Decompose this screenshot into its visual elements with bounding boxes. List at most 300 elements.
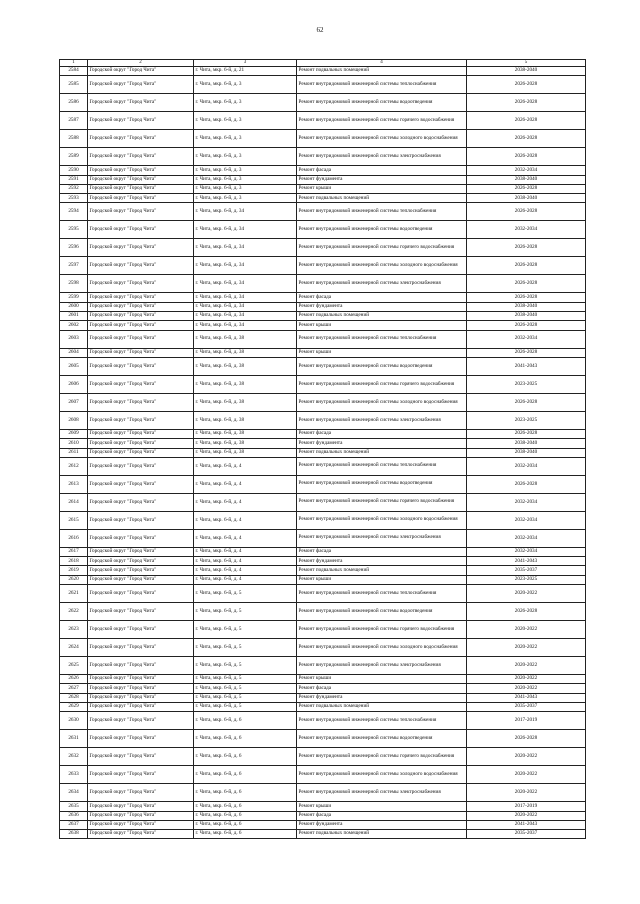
cell-address: г. Чита, мкр. 6-й, д. 4: [194, 566, 297, 575]
cell-period: 2026-2028: [467, 130, 586, 148]
cell-municipality: Городской округ "Город Чита": [88, 312, 194, 321]
table-row: [60, 748, 586, 766]
cell-row-number: 2609: [60, 429, 88, 438]
cell-municipality: Городской округ "Город Чита": [88, 784, 194, 802]
cell-address: г. Чита, мкр. 6-й, д. 5: [194, 585, 297, 603]
cell-municipality: Городской округ "Город Чита": [88, 439, 194, 448]
cell-period: 2038-2040: [467, 448, 586, 457]
table-row: [60, 439, 586, 448]
cell-row-number: 2612: [60, 457, 88, 475]
cell-row-number: 2617: [60, 547, 88, 556]
table-row: [60, 693, 586, 702]
cell-repair-type: Ремонт внутридомовой инженерной системы горячего водоснабжения: [297, 621, 467, 639]
cell-period: 2026-2028: [467, 239, 586, 257]
table-row: [60, 239, 586, 257]
cell-repair-type: Ремонт внутридомовой инженерной системы горячего водоснабжения: [297, 748, 467, 766]
cell-address: г. Чита, мкр. 6-й, д. 3: [194, 112, 297, 130]
table-row: [60, 603, 586, 621]
cell-address: г. Чита, мкр. 6-й, д. 5: [194, 639, 297, 657]
cell-period: 2017-2019: [467, 802, 586, 811]
cell-municipality: Городской округ "Город Чита": [88, 112, 194, 130]
cell-period: 2020-2022: [467, 675, 586, 684]
cell-period: 2020-2022: [467, 684, 586, 693]
cell-period: 2032-2034: [467, 511, 586, 529]
column-header-4: 4: [297, 60, 467, 67]
cell-address: г. Чита, мкр. 6-й, д. 34: [194, 293, 297, 302]
cell-row-number: 2633: [60, 766, 88, 784]
cell-period: 2020-2022: [467, 748, 586, 766]
cell-address: г. Чита, мкр. 6-й, д. 3: [194, 76, 297, 94]
cell-repair-type: Ремонт внутридомовой инженерной системы водоотведения: [297, 603, 467, 621]
table-row: [60, 511, 586, 529]
cell-address: г. Чита, мкр. 6-й, д. 6: [194, 712, 297, 730]
cell-repair-type: Ремонт внутридомовой инженерной системы горячего водоснабжения: [297, 493, 467, 511]
table-row: [60, 784, 586, 802]
table-row: [60, 67, 586, 76]
cell-repair-type: Ремонт крыши: [297, 184, 467, 193]
cell-address: г. Чита, мкр. 6-й, д. 3: [194, 166, 297, 175]
table-row: [60, 448, 586, 457]
cell-period: 2032-2034: [467, 493, 586, 511]
table-row: [60, 302, 586, 311]
cell-municipality: Городской округ "Город Чита": [88, 357, 194, 375]
cell-repair-type: Ремонт крыши: [297, 348, 467, 357]
cell-municipality: Городской округ "Город Чита": [88, 621, 194, 639]
table-row: [60, 730, 586, 748]
cell-row-number: 2624: [60, 639, 88, 657]
cell-repair-type: Ремонт подвальных помещений: [297, 830, 467, 839]
cell-repair-type: Ремонт фасада: [297, 429, 467, 438]
cell-row-number: 2619: [60, 566, 88, 575]
cell-address: г. Чита, мкр. 6-й, д. 34: [194, 221, 297, 239]
cell-period: 2026-2028: [467, 603, 586, 621]
cell-row-number: 2596: [60, 239, 88, 257]
cell-period: 2026-2028: [467, 475, 586, 493]
cell-address: г. Чита, мкр. 6-й, д. 34: [194, 321, 297, 330]
cell-repair-type: Ремонт внутридомовой инженерной системы горячего водоснабжения: [297, 112, 467, 130]
cell-municipality: Городской округ "Город Чита": [88, 184, 194, 193]
cell-municipality: Городской округ "Город Чита": [88, 493, 194, 511]
cell-period: 2038-2040: [467, 312, 586, 321]
table-body: [60, 67, 586, 839]
cell-period: 2032-2034: [467, 330, 586, 348]
cell-address: г. Чита, мкр. 6-й, д. 6: [194, 811, 297, 820]
table-row: [60, 702, 586, 711]
cell-municipality: Городской округ "Город Чита": [88, 94, 194, 112]
cell-repair-type: Ремонт внутридомовой инженерной системы электроснабжения: [297, 275, 467, 293]
cell-row-number: 2588: [60, 130, 88, 148]
cell-row-number: 2638: [60, 830, 88, 839]
cell-repair-type: Ремонт фундамента: [297, 693, 467, 702]
cell-row-number: 2602: [60, 321, 88, 330]
cell-municipality: Городской округ "Город Чита": [88, 448, 194, 457]
cell-period: 2041-2043: [467, 693, 586, 702]
cell-row-number: 2628: [60, 693, 88, 702]
cell-period: 2038-2040: [467, 302, 586, 311]
cell-row-number: 2636: [60, 811, 88, 820]
cell-row-number: 2586: [60, 94, 88, 112]
cell-address: г. Чита, мкр. 6-й, д. 5: [194, 684, 297, 693]
table-row: [60, 112, 586, 130]
cell-period: 2023-2025: [467, 575, 586, 584]
cell-municipality: Городской округ "Город Чита": [88, 511, 194, 529]
cell-address: г. Чита, мкр. 6-й, д. 5: [194, 702, 297, 711]
table-row: [60, 457, 586, 475]
cell-address: г. Чита, мкр. 6-й, д. 4: [194, 557, 297, 566]
cell-row-number: 2622: [60, 603, 88, 621]
cell-repair-type: Ремонт крыши: [297, 321, 467, 330]
cell-repair-type: Ремонт подвальных помещений: [297, 194, 467, 203]
cell-municipality: Городской округ "Город Чита": [88, 194, 194, 203]
cell-address: г. Чита, мкр. 6-й, д. 3: [194, 184, 297, 193]
cell-repair-type: Ремонт крыши: [297, 802, 467, 811]
cell-repair-type: Ремонт внутридомовой инженерной системы холодного водоснабжения: [297, 130, 467, 148]
cell-repair-type: Ремонт подвальных помещений: [297, 67, 467, 76]
table-row: [60, 375, 586, 393]
table-row: [60, 203, 586, 221]
cell-period: 2038-2040: [467, 439, 586, 448]
cell-address: г. Чита, мкр. 6-й, д. 3: [194, 194, 297, 203]
cell-period: 2020-2022: [467, 784, 586, 802]
cell-period: 2023-2025: [467, 375, 586, 393]
cell-municipality: Городской округ "Город Чита": [88, 712, 194, 730]
table-row: [60, 802, 586, 811]
cell-municipality: Городской округ "Город Чита": [88, 603, 194, 621]
cell-address: г. Чита, мкр. 6-й, д. 6: [194, 820, 297, 829]
cell-repair-type: Ремонт внутридомовой инженерной системы теплоснабжения: [297, 457, 467, 475]
cell-row-number: 2629: [60, 702, 88, 711]
table-row: [60, 557, 586, 566]
cell-period: 2017-2019: [467, 712, 586, 730]
cell-row-number: 2625: [60, 657, 88, 675]
table-row: [60, 575, 586, 584]
cell-address: г. Чита, мкр. 6-й, д. 4: [194, 475, 297, 493]
cell-address: г. Чита, мкр. 6-й, д. 6: [194, 730, 297, 748]
table-row: [60, 411, 586, 429]
column-header-3: 3: [194, 60, 297, 67]
cell-municipality: Городской округ "Город Чита": [88, 130, 194, 148]
cell-municipality: Городской округ "Город Чита": [88, 566, 194, 575]
cell-municipality: Городской округ "Город Чита": [88, 76, 194, 94]
cell-address: г. Чита, мкр. 6-й, д. 6: [194, 802, 297, 811]
cell-row-number: 2621: [60, 585, 88, 603]
cell-municipality: Городской округ "Город Чита": [88, 393, 194, 411]
cell-address: г. Чита, мкр. 6-й, д. 34: [194, 203, 297, 221]
cell-municipality: Городской округ "Город Чита": [88, 175, 194, 184]
cell-address: г. Чита, мкр. 6-й, д. 21: [194, 67, 297, 76]
cell-address: г. Чита, мкр. 6-й, д. 6: [194, 830, 297, 839]
cell-address: г. Чита, мкр. 6-й, д. 5: [194, 621, 297, 639]
column-header-5: 5: [467, 60, 586, 67]
cell-row-number: 2591: [60, 175, 88, 184]
cell-row-number: 2593: [60, 194, 88, 203]
cell-row-number: 2610: [60, 439, 88, 448]
cell-period: 2041-2043: [467, 357, 586, 375]
cell-address: г. Чита, мкр. 6-й, д. 38: [194, 375, 297, 393]
table-row: [60, 194, 586, 203]
cell-repair-type: Ремонт подвальных помещений: [297, 702, 467, 711]
cell-address: г. Чита, мкр. 6-й, д. 34: [194, 275, 297, 293]
cell-period: 2035-2037: [467, 830, 586, 839]
cell-address: г. Чита, мкр. 6-й, д. 3: [194, 94, 297, 112]
cell-repair-type: Ремонт внутридомовой инженерной системы теплоснабжения: [297, 585, 467, 603]
cell-period: 2023-2025: [467, 411, 586, 429]
cell-period: 2032-2034: [467, 221, 586, 239]
cell-address: г. Чита, мкр. 6-й, д. 38: [194, 429, 297, 438]
cell-period: 2020-2022: [467, 811, 586, 820]
cell-repair-type: Ремонт фасада: [297, 293, 467, 302]
cell-period: 2032-2034: [467, 166, 586, 175]
cell-repair-type: Ремонт фундамента: [297, 557, 467, 566]
cell-row-number: 2611: [60, 448, 88, 457]
cell-municipality: Городской округ "Город Чита": [88, 302, 194, 311]
cell-municipality: Городской округ "Город Чита": [88, 457, 194, 475]
cell-municipality: Городской округ "Город Чита": [88, 221, 194, 239]
cell-address: г. Чита, мкр. 6-й, д. 34: [194, 257, 297, 275]
column-header-2: 2: [88, 60, 194, 67]
table-row: [60, 639, 586, 657]
cell-repair-type: Ремонт внутридомовой инженерной системы холодного водоснабжения: [297, 639, 467, 657]
cell-repair-type: Ремонт крыши: [297, 675, 467, 684]
cell-repair-type: Ремонт внутридомовой инженерной системы теплоснабжения: [297, 330, 467, 348]
cell-repair-type: Ремонт крыши: [297, 575, 467, 584]
table-row: [60, 429, 586, 438]
cell-row-number: 2608: [60, 411, 88, 429]
cell-period: 2026-2028: [467, 112, 586, 130]
table-row: [60, 221, 586, 239]
cell-row-number: 2590: [60, 166, 88, 175]
cell-address: г. Чита, мкр. 6-й, д. 5: [194, 657, 297, 675]
cell-row-number: 2605: [60, 357, 88, 375]
table-row: [60, 393, 586, 411]
cell-address: г. Чита, мкр. 6-й, д. 5: [194, 603, 297, 621]
cell-row-number: 2604: [60, 348, 88, 357]
cell-address: г. Чита, мкр. 6-й, д. 34: [194, 302, 297, 311]
cell-repair-type: Ремонт фундамента: [297, 439, 467, 448]
cell-row-number: 2587: [60, 112, 88, 130]
cell-row-number: 2623: [60, 621, 88, 639]
cell-repair-type: Ремонт фасада: [297, 166, 467, 175]
cell-row-number: 2613: [60, 475, 88, 493]
table-row: [60, 330, 586, 348]
cell-address: г. Чита, мкр. 6-й, д. 34: [194, 312, 297, 321]
table-row: [60, 585, 586, 603]
cell-municipality: Городской округ "Город Чита": [88, 148, 194, 166]
cell-municipality: Городской округ "Город Чита": [88, 575, 194, 584]
cell-address: г. Чита, мкр. 6-й, д. 38: [194, 330, 297, 348]
cell-repair-type: Ремонт внутридомовой инженерной системы водоотведения: [297, 357, 467, 375]
table-row: [60, 166, 586, 175]
cell-address: г. Чита, мкр. 6-й, д. 4: [194, 511, 297, 529]
table-row: [60, 766, 586, 784]
cell-municipality: Городской округ "Город Чита": [88, 557, 194, 566]
cell-municipality: Городской округ "Город Чита": [88, 639, 194, 657]
cell-row-number: 2620: [60, 575, 88, 584]
table-row: [60, 684, 586, 693]
cell-address: г. Чита, мкр. 6-й, д. 38: [194, 348, 297, 357]
cell-period: 2032-2034: [467, 547, 586, 556]
cell-period: 2020-2022: [467, 621, 586, 639]
table-row: [60, 493, 586, 511]
table-row: [60, 321, 586, 330]
cell-repair-type: Ремонт внутридомовой инженерной системы водоотведения: [297, 94, 467, 112]
cell-municipality: Городской округ "Город Чита": [88, 375, 194, 393]
cell-municipality: Городской округ "Город Чита": [88, 348, 194, 357]
cell-address: г. Чита, мкр. 6-й, д. 38: [194, 357, 297, 375]
cell-period: 2020-2022: [467, 639, 586, 657]
cell-row-number: 2616: [60, 529, 88, 547]
cell-municipality: Городской округ "Город Чита": [88, 293, 194, 302]
cell-row-number: 2589: [60, 148, 88, 166]
cell-period: 2026-2028: [467, 76, 586, 94]
cell-address: г. Чита, мкр. 6-й, д. 38: [194, 448, 297, 457]
cell-repair-type: Ремонт фасада: [297, 811, 467, 820]
cell-municipality: Городской округ "Город Чита": [88, 730, 194, 748]
cell-period: 2020-2022: [467, 766, 586, 784]
table-header-row: [60, 60, 586, 67]
cell-address: г. Чита, мкр. 6-й, д. 4: [194, 493, 297, 511]
cell-repair-type: Ремонт подвальных помещений: [297, 312, 467, 321]
cell-municipality: Городской округ "Город Чита": [88, 330, 194, 348]
cell-repair-type: Ремонт внутридомовой инженерной системы холодного водоснабжения: [297, 393, 467, 411]
cell-row-number: 2603: [60, 330, 88, 348]
cell-repair-type: Ремонт внутридомовой инженерной системы электроснабжения: [297, 529, 467, 547]
cell-repair-type: Ремонт внутридомовой инженерной системы электроснабжения: [297, 657, 467, 675]
cell-repair-type: Ремонт внутридомовой инженерной системы электроснабжения: [297, 784, 467, 802]
cell-period: 2032-2034: [467, 529, 586, 547]
cell-row-number: 2635: [60, 802, 88, 811]
cell-address: г. Чита, мкр. 6-й, д. 4: [194, 529, 297, 547]
cell-period: 2035-2037: [467, 702, 586, 711]
cell-row-number: 2626: [60, 675, 88, 684]
table-row: [60, 357, 586, 375]
cell-row-number: 2637: [60, 820, 88, 829]
table-row: [60, 94, 586, 112]
cell-row-number: 2631: [60, 730, 88, 748]
cell-municipality: Городской округ "Город Чита": [88, 748, 194, 766]
cell-municipality: Городской округ "Город Чита": [88, 585, 194, 603]
cell-municipality: Городской округ "Город Чита": [88, 830, 194, 839]
cell-row-number: 2584: [60, 67, 88, 76]
cell-repair-type: Ремонт внутридомовой инженерной системы электроснабжения: [297, 148, 467, 166]
repair-schedule-table: [59, 59, 586, 839]
cell-municipality: Городской округ "Город Чита": [88, 657, 194, 675]
cell-row-number: 2598: [60, 275, 88, 293]
cell-period: 2026-2028: [467, 429, 586, 438]
table-row: [60, 257, 586, 275]
cell-municipality: Городской округ "Город Чита": [88, 547, 194, 556]
cell-repair-type: Ремонт фундамента: [297, 302, 467, 311]
cell-row-number: 2614: [60, 493, 88, 511]
table-row: [60, 657, 586, 675]
cell-period: 2026-2028: [467, 148, 586, 166]
table-row: [60, 566, 586, 575]
cell-row-number: 2600: [60, 302, 88, 311]
cell-period: 2026-2028: [467, 730, 586, 748]
table-row: [60, 293, 586, 302]
table-row: [60, 621, 586, 639]
cell-municipality: Городской округ "Город Чита": [88, 257, 194, 275]
cell-period: 2035-2037: [467, 566, 586, 575]
cell-period: 2038-2040: [467, 175, 586, 184]
cell-municipality: Городской округ "Город Чита": [88, 693, 194, 702]
cell-row-number: 2618: [60, 557, 88, 566]
cell-repair-type: Ремонт внутридомовой инженерной системы теплоснабжения: [297, 76, 467, 94]
cell-repair-type: Ремонт внутридомовой инженерной системы теплоснабжения: [297, 203, 467, 221]
cell-period: 2026-2028: [467, 348, 586, 357]
cell-repair-type: Ремонт внутридомовой инженерной системы горячего водоснабжения: [297, 239, 467, 257]
cell-period: 2026-2028: [467, 321, 586, 330]
cell-period: 2041-2043: [467, 557, 586, 566]
cell-municipality: Городской округ "Город Чита": [88, 475, 194, 493]
cell-repair-type: Ремонт фундамента: [297, 820, 467, 829]
cell-row-number: 2601: [60, 312, 88, 321]
cell-address: г. Чита, мкр. 6-й, д. 4: [194, 457, 297, 475]
cell-period: 2026-2028: [467, 293, 586, 302]
cell-address: г. Чита, мкр. 6-й, д. 5: [194, 693, 297, 702]
table-row: [60, 148, 586, 166]
cell-row-number: 2606: [60, 375, 88, 393]
cell-row-number: 2632: [60, 748, 88, 766]
cell-row-number: 2630: [60, 712, 88, 730]
cell-repair-type: Ремонт внутридомовой инженерной системы электроснабжения: [297, 411, 467, 429]
table-row: [60, 130, 586, 148]
cell-address: г. Чита, мкр. 6-й, д. 6: [194, 748, 297, 766]
cell-repair-type: Ремонт внутридомовой инженерной системы холодного водоснабжения: [297, 511, 467, 529]
column-header-1: 1: [60, 60, 88, 67]
cell-address: г. Чита, мкр. 6-й, д. 4: [194, 547, 297, 556]
cell-address: г. Чита, мкр. 6-й, д. 38: [194, 393, 297, 411]
cell-period: 2041-2043: [467, 820, 586, 829]
cell-period: 2038-2040: [467, 194, 586, 203]
cell-municipality: Городской округ "Город Чита": [88, 684, 194, 693]
table-row: [60, 76, 586, 94]
cell-row-number: 2585: [60, 76, 88, 94]
cell-municipality: Городской округ "Город Чита": [88, 275, 194, 293]
cell-repair-type: Ремонт внутридомовой инженерной системы холодного водоснабжения: [297, 257, 467, 275]
cell-period: 2020-2022: [467, 657, 586, 675]
cell-period: 2032-2034: [467, 457, 586, 475]
cell-row-number: 2634: [60, 784, 88, 802]
cell-row-number: 2597: [60, 257, 88, 275]
table-row: [60, 547, 586, 556]
table-row: [60, 820, 586, 829]
cell-repair-type: Ремонт внутридомовой инженерной системы холодного водоснабжения: [297, 766, 467, 784]
cell-period: 2026-2028: [467, 203, 586, 221]
cell-municipality: Городской округ "Город Чита": [88, 766, 194, 784]
cell-address: г. Чита, мкр. 6-й, д. 38: [194, 411, 297, 429]
cell-municipality: Городской округ "Город Чита": [88, 675, 194, 684]
cell-municipality: Городской округ "Город Чита": [88, 811, 194, 820]
cell-address: г. Чита, мкр. 6-й, д. 3: [194, 175, 297, 184]
table-row: [60, 175, 586, 184]
cell-address: г. Чита, мкр. 6-й, д. 6: [194, 784, 297, 802]
cell-address: г. Чита, мкр. 6-й, д. 34: [194, 239, 297, 257]
cell-row-number: 2615: [60, 511, 88, 529]
cell-row-number: 2599: [60, 293, 88, 302]
cell-row-number: 2595: [60, 221, 88, 239]
cell-address: г. Чита, мкр. 6-й, д. 6: [194, 766, 297, 784]
cell-period: 2026-2028: [467, 94, 586, 112]
cell-period: 2026-2028: [467, 393, 586, 411]
cell-address: г. Чита, мкр. 6-й, д. 38: [194, 439, 297, 448]
cell-period: 2026-2028: [467, 257, 586, 275]
cell-municipality: Городской округ "Город Чита": [88, 203, 194, 221]
cell-repair-type: Ремонт фасада: [297, 684, 467, 693]
cell-period: 2026-2028: [467, 275, 586, 293]
cell-row-number: 2594: [60, 203, 88, 221]
cell-row-number: 2627: [60, 684, 88, 693]
